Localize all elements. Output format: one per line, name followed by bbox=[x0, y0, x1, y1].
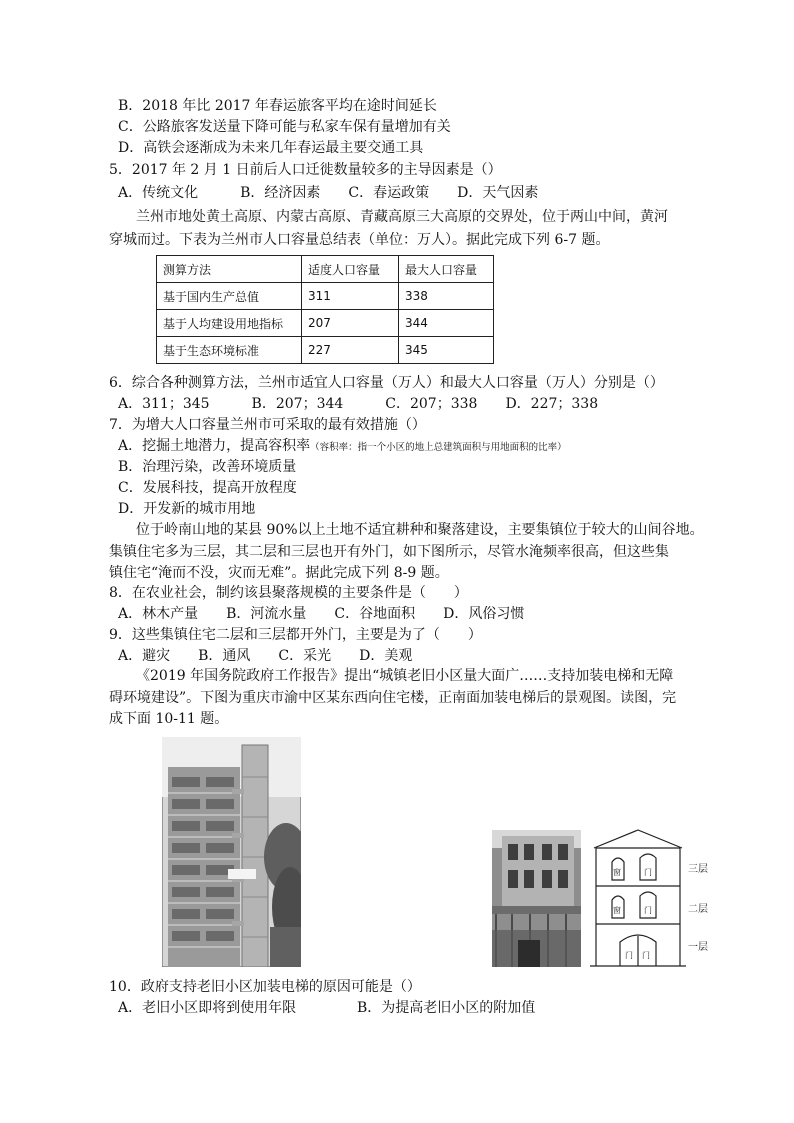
q4-option-d: D．高铁会逐渐成为未来几年春运最主要交通工具 bbox=[118, 140, 424, 156]
town-house-photo bbox=[492, 830, 581, 967]
q7-stem: 7．为增大人口容量兰州市可采取的最有效措施（） bbox=[109, 417, 426, 433]
table-cell: 345 bbox=[399, 337, 494, 364]
chongqing-intro-line2: 碍环境建设”。下图为重庆市渝中区某东西向住宅楼，正南面加装电梯后的景观图。读图，完 bbox=[109, 690, 677, 706]
door-label-2f: 门 bbox=[644, 906, 652, 915]
lingnan-intro-line2: 集镇住宅多为三层，其二层和三层也开有外门，如下图所示，尽管水淹频率很高，但这些集 bbox=[109, 544, 669, 560]
table-header-row bbox=[157, 256, 494, 283]
q4-option-c: C．公路旅客发送量下降可能与私家车保有量增加有关 bbox=[118, 119, 451, 135]
table-cell: 344 bbox=[399, 310, 494, 337]
q7-option-a bbox=[118, 436, 567, 458]
window-label-2f: 窗 bbox=[613, 906, 621, 915]
door-label-1f-left: 门 bbox=[625, 951, 633, 960]
table-cell: 338 bbox=[399, 283, 494, 310]
table-header-method: 测算方法 bbox=[157, 256, 302, 283]
table-cell: 207 bbox=[302, 310, 399, 337]
q8-stem: 8．在农业社会，制约该县聚落规模的主要条件是（ ） bbox=[109, 585, 468, 601]
population-capacity-table bbox=[156, 255, 494, 364]
table-header-maximum: 最大人口容量 bbox=[399, 256, 494, 283]
chongqing-intro-line3: 成下面 10-11 题。 bbox=[109, 711, 229, 727]
town-house-image bbox=[492, 830, 581, 967]
q5-stem: 5．2017 年 2 月 1 日前后人口迁徙数量较多的主导因素是（） bbox=[109, 162, 502, 178]
q9-stem: 9．这些集镇住宅二层和三层都开外门，主要是为了（ ） bbox=[109, 627, 482, 643]
q7-option-a-note: （容积率：指一个小区的地上总建筑面积与用地面积的比率） bbox=[310, 442, 567, 453]
lanzhou-intro-line2: 穿城而过。下表为兰州市人口容量总结表（单位：万人）。据此完成下列 6-7 题。 bbox=[109, 232, 610, 248]
q4-option-b: B．2018 年比 2017 年春运旅客平均在途时间延长 bbox=[118, 98, 437, 114]
chongqing-intro-line1: 《2019 年国务院政府工作报告》提出“城镇老旧小区量大面广……支持加装电梯和无障 bbox=[136, 668, 674, 684]
q7-option-b: B．治理污染，改善环境质量 bbox=[118, 459, 297, 475]
table-cell: 基于生态环境标准 bbox=[157, 337, 302, 364]
q10-option-b: B．为提高老旧小区的附加值 bbox=[357, 1000, 536, 1016]
table-cell: 311 bbox=[302, 283, 399, 310]
elevator-building-image bbox=[162, 737, 301, 967]
lanzhou-intro-line1: 兰州市地处黄土高原、内蒙古高原、青藏高原三大高原的交界处，位于两山中间，黄河 bbox=[136, 209, 668, 225]
q9-options: A．避灾 B．通风 C．采光 D．美观 bbox=[118, 648, 413, 664]
q7-option-c: C．发展科技，提高开放程度 bbox=[118, 480, 297, 496]
table-row bbox=[157, 337, 494, 364]
lingnan-intro-line1: 位于岭南山地的某县 90%以上土地不适宜耕种和聚落建设，主要集镇位于较大的山间谷地。 bbox=[136, 522, 704, 538]
floor-label-3: 三层 bbox=[688, 864, 708, 875]
floor-label-1: 一层 bbox=[688, 942, 708, 953]
q7-option-a-text: A．挖掘土地潜力，提高容积率 bbox=[118, 438, 311, 454]
elevator-building-photo bbox=[162, 737, 301, 967]
q8-options: A．林木产量 B．河流水量 C．谷地面积 D．风俗习惯 bbox=[118, 606, 525, 622]
q10-option-a: A．老旧小区即将到使用年限 bbox=[118, 1000, 297, 1016]
table-cell: 227 bbox=[302, 337, 399, 364]
q6-stem: 6．综合各种测算方法，兰州市适宜人口容量（万人）和最大人口容量（万人）分别是（） bbox=[109, 375, 664, 391]
floor-label-2: 二层 bbox=[688, 904, 708, 915]
lingnan-intro-line3: 镇住宅“淹而不没，灾而无难”。据此完成下列 8-9 题。 bbox=[109, 565, 449, 581]
house-schematic bbox=[590, 828, 720, 970]
table-cell: 基于国内生产总值 bbox=[157, 283, 302, 310]
door-label-3f: 门 bbox=[644, 868, 652, 877]
three-storey-house-diagram bbox=[590, 828, 720, 970]
q10-stem: 10．政府支持老旧小区加装电梯的原因可能是（） bbox=[109, 979, 421, 995]
table-row bbox=[157, 310, 494, 337]
q7-option-d: D．开发新的城市用地 bbox=[118, 501, 256, 517]
q5-options: A．传统文化 B．经济因素 C．春运政策 D．天气因素 bbox=[118, 185, 539, 201]
table-header-moderate: 适度人口容量 bbox=[302, 256, 399, 283]
door-label-1f-right: 门 bbox=[642, 951, 650, 960]
table-row bbox=[157, 283, 494, 310]
q6-options: A．311；345 B．207；344 C．207；338 D．227；338 bbox=[118, 396, 599, 412]
window-label-3f: 窗 bbox=[613, 868, 621, 877]
table-cell: 基于人均建设用地指标 bbox=[157, 310, 302, 337]
